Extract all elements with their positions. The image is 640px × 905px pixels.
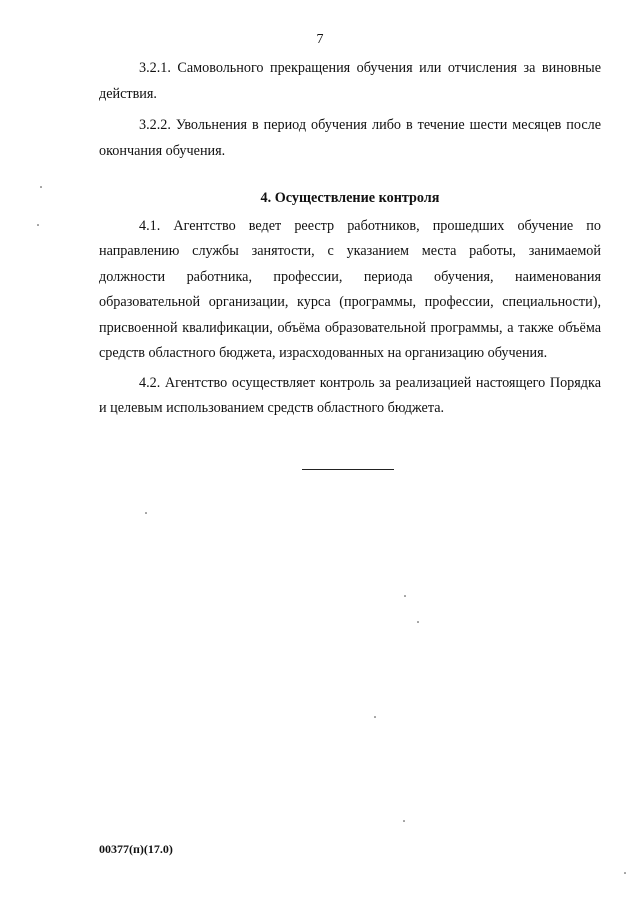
page-number: 7 bbox=[316, 32, 324, 47]
scan-speck bbox=[374, 716, 376, 718]
closing-divider-line bbox=[302, 469, 394, 470]
paragraph-4-2: 4.2. Агентство осуществляет контроль за реализацией настоящего Порядка и целевым использованием средств областного бюджета. bbox=[99, 374, 601, 416]
scan-speck bbox=[404, 595, 406, 597]
scan-speck bbox=[624, 872, 626, 874]
paragraph-3-2-2: 3.2.2. Увольнения в период обучения либо в течение шести месяцев после окончания обучения. bbox=[99, 117, 601, 159]
document-code: 00377(п)(17.0) bbox=[99, 842, 173, 856]
scan-speck bbox=[417, 621, 419, 623]
scan-speck bbox=[40, 186, 42, 188]
scan-speck bbox=[37, 224, 39, 226]
scan-speck bbox=[145, 512, 147, 514]
scan-speck bbox=[403, 820, 405, 822]
document-body bbox=[99, 56, 601, 422]
paragraph-4-1: 4.1. Агентство ведет реестр работников, прошедших обучение по направлению службы занятости, с указанием места работы, занимаемой должности работника, профессии, периода обучения, наименования образовательной организации, курса (программы, профессии, специальности), присвоенной квалификации, объёма образовательной программы, а также объёма средств областного бюджета, израсходованных на организацию обучения. bbox=[99, 217, 601, 361]
section-heading: 4. Осуществление контроля bbox=[260, 190, 440, 206]
paragraph-3-2-1: 3.2.1. Самовольного прекращения обучения или отчисления за виновные действия. bbox=[99, 60, 601, 102]
